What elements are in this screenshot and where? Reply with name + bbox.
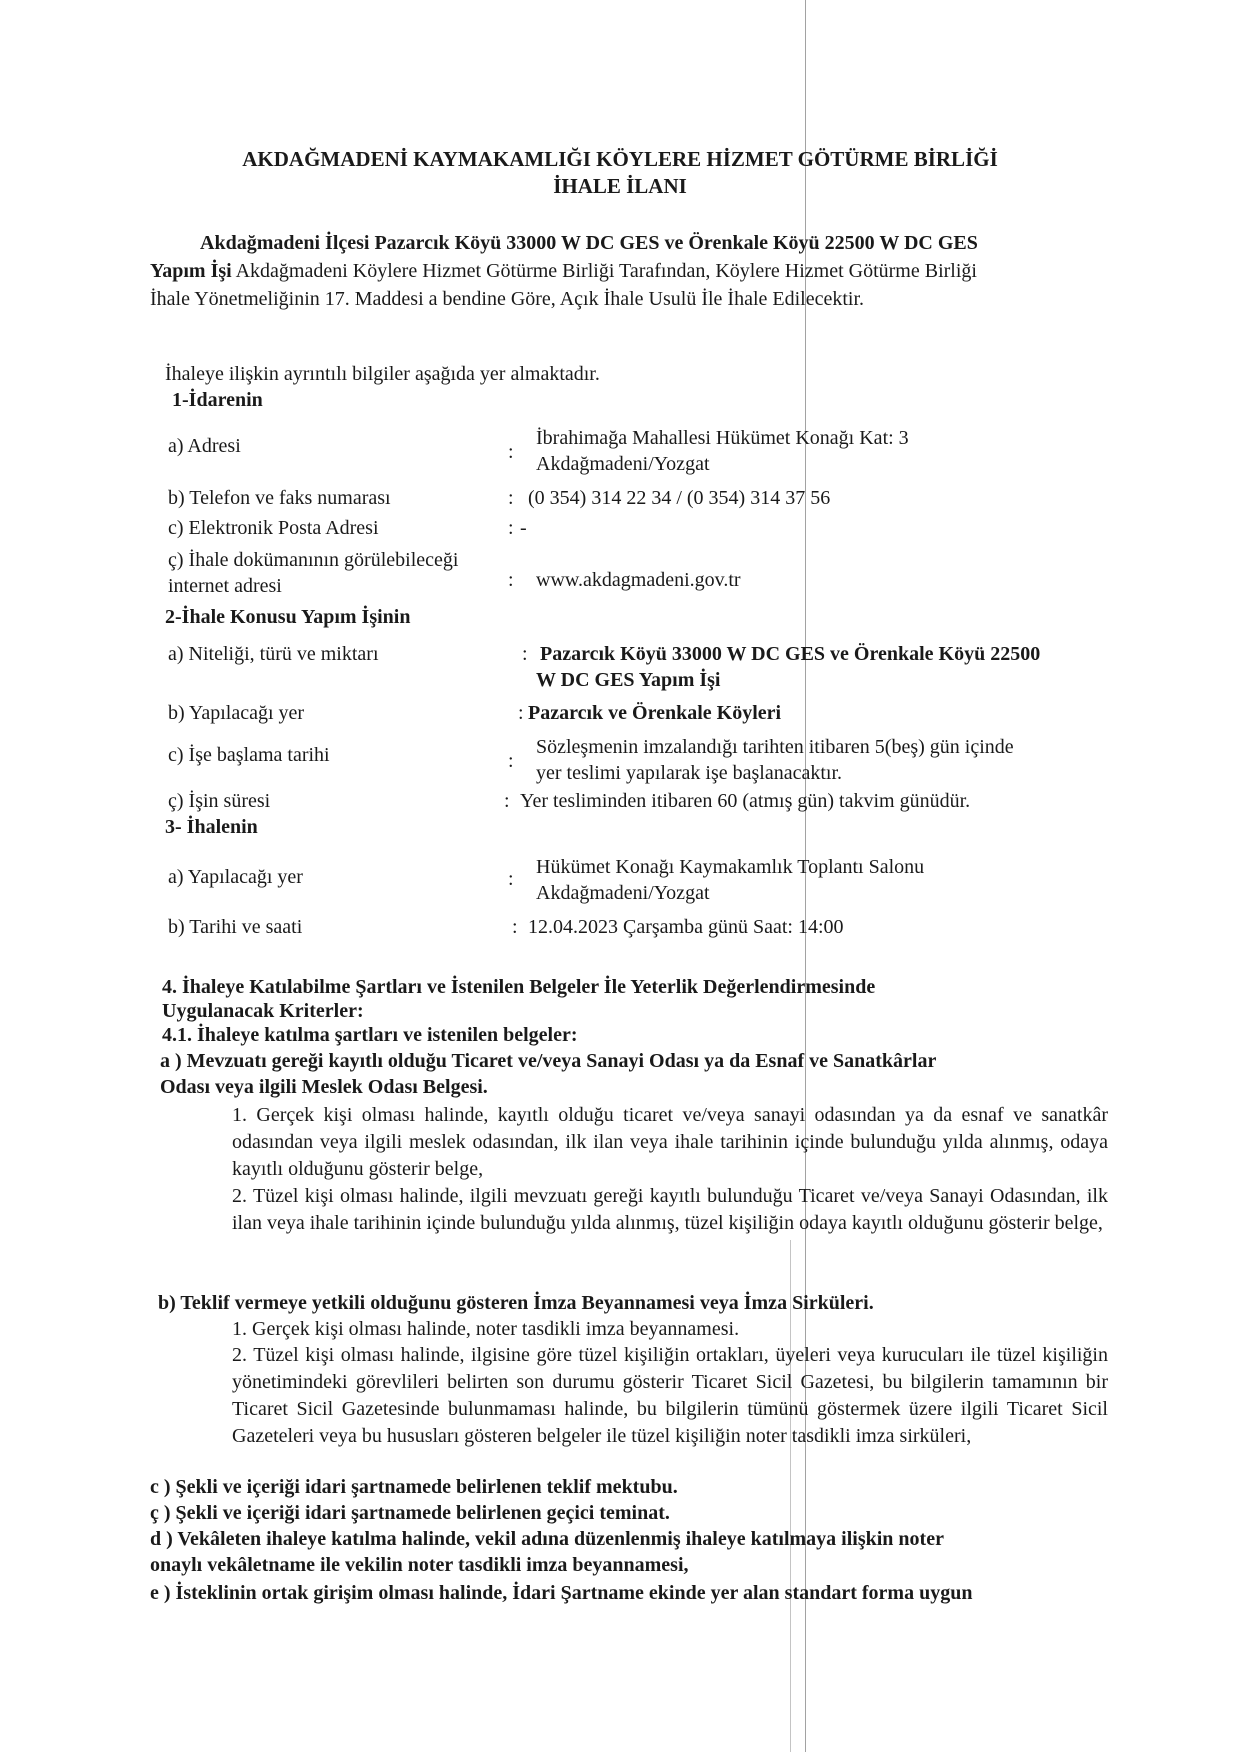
row-value-line: Hükümet Konağı Kaymakamlık Toplantı Salonu [536,856,925,878]
item-a-line2: Odası veya ilgili Meslek Odası Belgesi. [160,1076,488,1098]
row-label: a) Adresi [168,435,241,457]
row-label: b) Yapılacağı yer [168,702,305,724]
item-a-2: 2. Tüzel kişi olması halinde, ilgili mevzuatı gereği kayıtlı bulunduğu Ticaret ve/veya Sanayi Odasından, ilk ilan veya ihale tarihinin içinde bulunduğu yılda alınmış, tüzel kişiliğin odaya kayıtlı olduğunu gösterir belge, [232,1185,1108,1234]
row-label: b) Tarihi ve saati [168,916,303,938]
row-label: a) Niteliği, türü ve miktarı [168,643,379,665]
row-value-line: Sözleşmenin imzalandığı tarihten itibaren 5(beş) gün içinde [536,736,1014,758]
item-b-1: 1. Gerçek kişi olması halinde, noter tasdikli imza beyannamesi. [232,1318,740,1340]
row-colon: : [522,643,528,665]
section2-heading: 2-İhale Konusu Yapım İşinin [165,606,411,628]
details-intro: İhaleye ilişkin ayrıntılı bilgiler aşağıda yer almaktadır. [165,363,600,385]
item-c: c ) Şekli ve içeriği idari şartnamede belirlenen teklif mektubu. [150,1476,678,1498]
row-value-line: - [520,517,527,539]
row-value-line: (0 354) 314 22 34 / (0 354) 314 37 56 [528,487,831,509]
row-colon: : [508,441,514,463]
row-label: ç) İhale dokümanının görülebileceği [168,549,459,571]
row-value-line: Akdağmadeni/Yozgat [536,882,710,904]
section4-subheading: 4.1. İhaleye katılma şartları ve istenilen belgeler: [162,1024,578,1046]
row-label: internet adresi [168,575,282,597]
intro-line2-rest: Akdağmadeni Köylere Hizmet Götürme Birliği Tarafından, Köylere Hizmet Götürme Birliği [231,260,977,282]
section4-heading-line1: 4. İhaleye Katılabilme Şartları ve İstenilen Belgeler İle Yeterlik Değerlendirmesinde [162,976,876,998]
item-d-line1: d ) Vekâleten ihaleye katılma halinde, vekil adına düzenlenmiş ihaleye katılmaya ilişkin noter [150,1528,944,1550]
item-b-2: 2. Tüzel kişi olması halinde, ilgisine göre tüzel kişiliğin ortakları, üyeleri veya kurucuları ile tüzel kişiliğin yönetimindeki görevlileri belirten son durumu gösterir Ticaret Sicil Gazetesi, bu bilgilerin tamamının bir Ticaret Sicil Gazetesinde bulunmaması halinde, bu bilgilerin tümünü göstermek üzere ilgili Ticaret Sicil Gazeteleri veya bu hususları gösteren belgeler ile tüzel kişiliğin noter tasdikli imza sirküleri, [232,1344,1108,1447]
row-label: ç) İşin süresi [168,790,271,812]
row-label: a) Yapılacağı yer [168,866,303,888]
item-d-line2: onaylı vekâletname ile vekilin noter tasdikli imza beyannamesi, [150,1554,689,1576]
section4-heading-line2: Uygulanacak Kriterler: [162,1000,364,1022]
document-subtitle: İHALE İLANI [553,174,687,198]
intro-line2 [150,256,1110,286]
item-a-line1: a ) Mevzuatı gereği kayıtlı olduğu Ticaret ve/veya Sanayi Odası ya da Esnaf ve Sanatkârlar [160,1050,937,1072]
row-value-line: Yer tesliminden itibaren 60 (atmış gün) takvim günüdür. [520,790,971,812]
item-e: e ) İsteklinin ortak girişim olması halinde, İdari Şartname ekinde yer alan standart forma uygun [150,1582,973,1604]
section3-heading: 3- İhalenin [165,816,258,838]
row-colon: : [504,790,510,812]
row-value-line: Pazarcık ve Örenkale Köyleri [528,702,782,724]
row-label: c) Elektronik Posta Adresi [168,517,379,539]
item-b: b) Teklif vermeye yetkili olduğunu gösteren İmza Beyannamesi veya İmza Sirküleri. [158,1292,874,1314]
item-a-1: 1. Gerçek kişi olması halinde, kayıtlı olduğu ticaret ve/veya sanayi odasından ya da esnaf ve sanatkâr odasından veya ilgili meslek odasından, ilk ilan veya ihale tarihinin içinde bulunduğu yılda alınmış, odaya kayıtlı olduğunu gösterir belge, [232,1104,1108,1180]
row-value-line: Akdağmadeni/Yozgat [536,453,710,475]
row-colon: : [518,702,524,724]
row-value-line: W DC GES Yapım İşi [536,669,721,691]
row-label: b) Telefon ve faks numarası [168,487,391,509]
row-value-line: yer teslimi yapılarak işe başlanacaktır. [536,762,842,784]
row-colon: : [508,569,514,591]
row-colon: : [512,916,518,938]
row-colon: : [508,487,514,509]
row-value-line: İbrahimağa Mahallesi Hükümet Konağı Kat: 3 [536,427,909,449]
section1-heading: 1-İdarenin [172,389,263,411]
intro-line2-bold: Yapım İşi [150,260,232,282]
document-title: AKDAĞMADENİ KAYMAKAMLIĞI KÖYLERE HİZMET GÖTÜRME BİRLİĞİ [242,147,998,171]
intro-line3: İhale Yönetmeliğinin 17. Maddesi a bendine Göre, Açık İhale Usulü İle İhale Edilecektir. [150,288,865,310]
intro-line1: Akdağmadeni İlçesi Pazarcık Köyü 33000 W DC GES ve Örenkale Köyü 22500 W DC GES [200,232,978,254]
row-colon: : [508,868,514,890]
row-value-line: Pazarcık Köyü 33000 W DC GES ve Örenkale Köyü 22500 [540,643,1041,665]
row-label: c) İşe başlama tarihi [168,744,330,766]
row-value-line: 12.04.2023 Çarşamba günü Saat: 14:00 [528,916,844,938]
item-cc: ç ) Şekli ve içeriği idari şartnamede belirlenen geçici teminat. [150,1502,670,1524]
row-colon: : [508,750,514,772]
row-colon: : [508,517,514,539]
row-value-line: www.akdagmadeni.gov.tr [536,569,741,591]
